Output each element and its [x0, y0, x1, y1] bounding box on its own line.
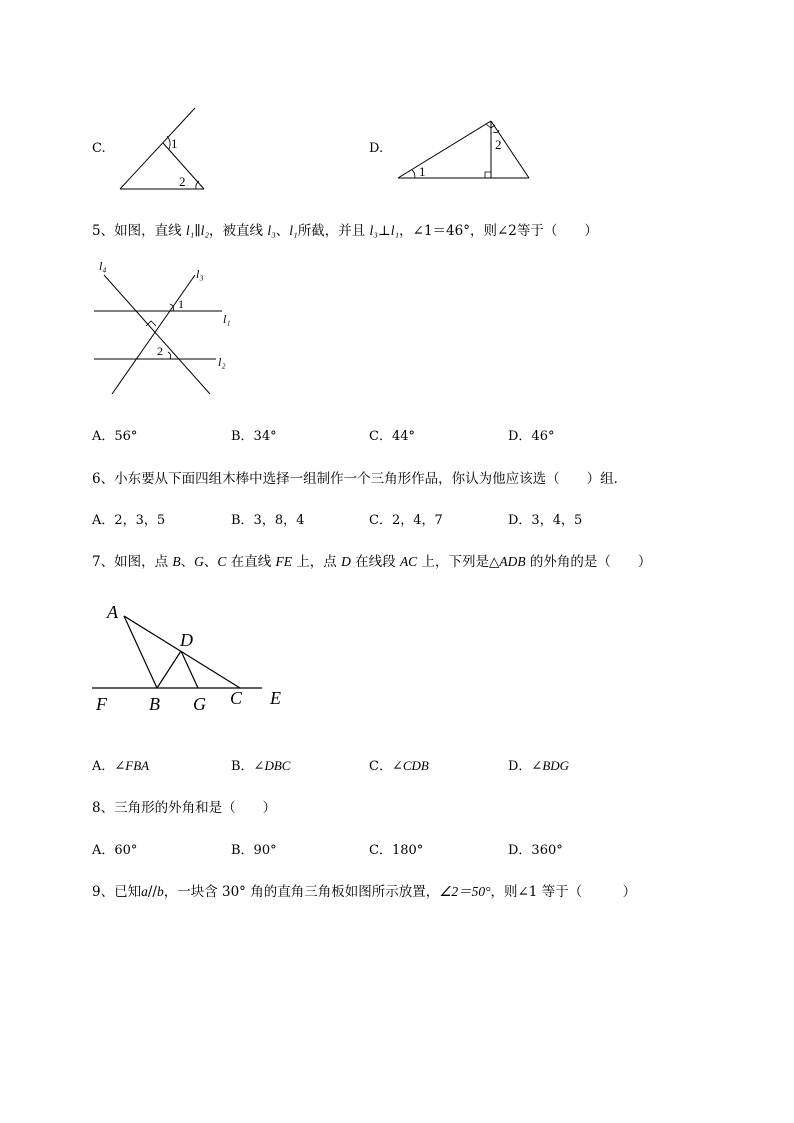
question-5-text: 5、如图，直线 l₁∥l₂，被直线 l₃、l₁所截，并且 l₃⊥l₁，∠1＝46°，则∠2等于（ ） — [92, 223, 598, 239]
question-8-text: 8、三角形的外角和是（ ） — [92, 800, 277, 816]
q7-label-f: F — [96, 694, 107, 714]
d-fig-arc-1 — [412, 170, 415, 178]
q7-label-d: D — [180, 630, 193, 650]
q7-label-g: G — [193, 694, 206, 714]
q7-label-e: E — [270, 688, 281, 708]
q8-option-a[interactable]: A．60° — [92, 843, 138, 858]
q5-label-l2: l₂ — [218, 355, 226, 369]
d-fig-angle-2: 2 — [495, 137, 502, 152]
option-c-figure — [110, 104, 220, 196]
question-6-text: 6、小东要从下面四组木棒中选择一组制作一个三角形作品，你认为他应该选（ ）组． — [92, 471, 628, 487]
d-fig-angle-1: 1 — [419, 164, 426, 179]
q7-option-a[interactable]: A．∠FBA — [92, 758, 150, 774]
question-7-text: 7、如图，点 B、G、C 在直线 FE 上，点 D 在线段 AC 上，下列是△ADB 的外角的是（ ） — [92, 554, 652, 570]
q6-option-b[interactable]: B．3，8，4 — [231, 513, 305, 528]
option-d-figure — [395, 118, 535, 182]
q7-label-b: B — [149, 694, 160, 714]
q6-option-a[interactable]: A．2，3，5 — [92, 513, 166, 528]
q7-segment-bd — [157, 651, 181, 688]
question-9-text: 9、已知a//b，一块含 30° 角的直角三角板如图所示放置，∠2＝50°，则∠1 等于（ ） — [92, 884, 637, 900]
q7-option-b[interactable]: B．∠DBC — [231, 758, 291, 774]
q8-option-d[interactable]: D．360° — [508, 843, 563, 858]
q5-option-c[interactable]: C．44° — [369, 429, 415, 444]
option-d-label[interactable]: D. — [369, 141, 384, 156]
q7-option-c[interactable]: C．∠CDB — [369, 758, 429, 774]
q7-option-d[interactable]: D．∠BDG — [508, 758, 570, 774]
q5-option-a[interactable]: A．56° — [92, 429, 138, 444]
d-fig-arc-2 — [493, 130, 499, 133]
q5-label-l4: l₄ — [99, 259, 107, 273]
q5-arc-2 — [168, 352, 171, 359]
q5-label-l3: l₃ — [196, 267, 204, 281]
q7-label-c: C — [230, 688, 243, 708]
q6-option-c[interactable]: C．2，4，7 — [369, 513, 443, 528]
q7-label-a: A — [107, 602, 118, 622]
q5-line-l4 — [104, 275, 210, 394]
q8-option-c[interactable]: C．180° — [369, 843, 424, 858]
d-fig-right-angle-mark — [485, 172, 491, 178]
q5-angle-2: 2 — [157, 344, 163, 358]
q5-option-d[interactable]: D．46° — [508, 429, 555, 444]
q5-label-l1: l₁ — [223, 312, 231, 326]
q6-option-d[interactable]: D．3，4，5 — [508, 513, 583, 528]
q5-angle-1: 1 — [178, 297, 184, 311]
question-7-figure — [90, 598, 300, 720]
option-c-label[interactable]: C. — [92, 141, 106, 156]
q8-option-b[interactable]: B．90° — [231, 843, 277, 858]
q5-option-b[interactable]: B．34° — [231, 429, 277, 444]
d-fig-hypotenuse — [398, 121, 491, 178]
c-fig-angle-1: 1 — [171, 136, 178, 151]
q5-line-l3 — [112, 275, 195, 394]
question-5-figure — [90, 258, 240, 398]
c-fig-angle-2: 2 — [179, 174, 186, 189]
